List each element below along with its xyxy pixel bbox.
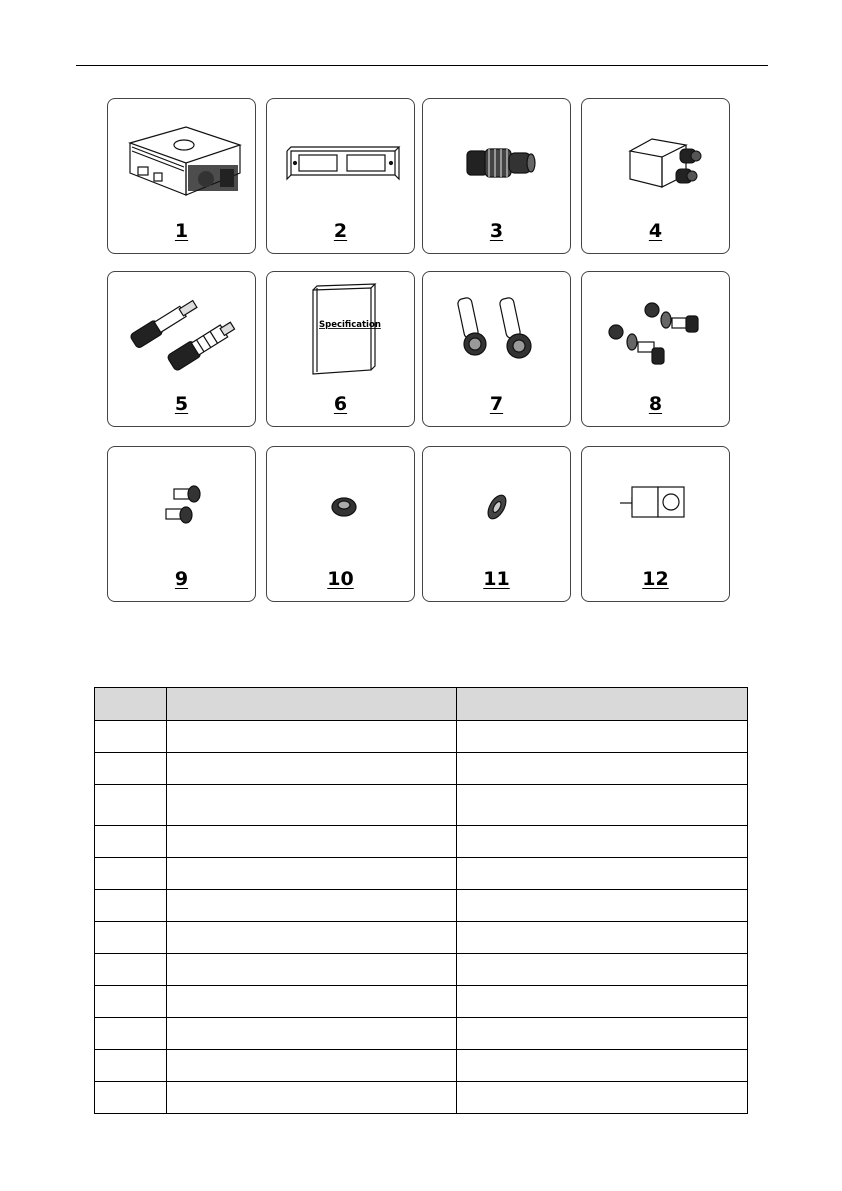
table-cell xyxy=(95,986,167,1018)
table-cell xyxy=(457,1018,748,1050)
table-cell xyxy=(167,954,457,986)
component-number: 4 xyxy=(648,220,663,242)
component-number: 8 xyxy=(648,393,663,415)
table-cell xyxy=(167,1050,457,1082)
table-cell xyxy=(457,826,748,858)
table-row xyxy=(95,922,748,954)
screws-icon xyxy=(108,447,257,567)
component-number: 1 xyxy=(174,220,189,242)
table-cell xyxy=(95,954,167,986)
table-cell xyxy=(167,785,457,826)
component-tile-3 xyxy=(422,98,571,254)
table-cell xyxy=(167,858,457,890)
manual-book-icon xyxy=(267,272,416,392)
table-cell xyxy=(457,753,748,785)
table-cell xyxy=(457,922,748,954)
table-cell xyxy=(95,890,167,922)
table-cell xyxy=(167,986,457,1018)
parts-list-table xyxy=(94,687,748,1114)
table-cell xyxy=(95,922,167,954)
component-tile-9 xyxy=(107,446,256,602)
table-header-row xyxy=(95,688,748,721)
table-row xyxy=(95,785,748,826)
component-number: 7 xyxy=(489,393,504,415)
table-cell xyxy=(457,954,748,986)
table-cell xyxy=(457,721,748,753)
table-cell xyxy=(167,721,457,753)
table-cell xyxy=(95,753,167,785)
table-row xyxy=(95,753,748,785)
table-cell xyxy=(167,753,457,785)
table-cell xyxy=(95,1050,167,1082)
table-cell xyxy=(457,1082,748,1114)
component-number: 12 xyxy=(642,568,669,590)
inverter-unit-icon xyxy=(108,99,257,219)
table-row xyxy=(95,721,748,753)
table-row xyxy=(95,1050,748,1082)
component-number: 10 xyxy=(327,568,354,590)
table-row xyxy=(95,1018,748,1050)
header-cell xyxy=(457,688,748,721)
table-cell xyxy=(95,721,167,753)
component-number: 6 xyxy=(333,393,348,415)
meter-ct-icon xyxy=(582,447,731,567)
table-cell xyxy=(457,1050,748,1082)
table-cell xyxy=(457,890,748,922)
nut-icon xyxy=(267,447,416,567)
table-cell xyxy=(95,1082,167,1114)
wifi-box-icon xyxy=(582,99,731,219)
pv-connectors-icon xyxy=(108,272,257,392)
table-cell xyxy=(457,986,748,1018)
header-rule xyxy=(76,65,768,66)
component-tile-12 xyxy=(581,446,730,602)
table-cell xyxy=(167,922,457,954)
header-cell xyxy=(95,688,167,721)
ac-connector-icon xyxy=(423,99,572,219)
component-tile-10 xyxy=(266,446,415,602)
component-grid xyxy=(107,98,731,603)
table-cell xyxy=(167,1018,457,1050)
component-number: 2 xyxy=(333,220,348,242)
table-cell xyxy=(167,1082,457,1114)
component-tile-4 xyxy=(581,98,730,254)
table-cell xyxy=(457,858,748,890)
table-cell xyxy=(457,785,748,826)
component-tile-11 xyxy=(422,446,571,602)
component-tile-7 xyxy=(422,271,571,427)
mounting-bracket-icon xyxy=(267,99,416,219)
component-tile-8 xyxy=(581,271,730,427)
table-row xyxy=(95,986,748,1018)
table-cell xyxy=(95,858,167,890)
table-row xyxy=(95,954,748,986)
table-row xyxy=(95,858,748,890)
component-tile-6 xyxy=(266,271,415,427)
table-cell xyxy=(95,785,167,826)
component-tile-1 xyxy=(107,98,256,254)
table-row xyxy=(95,1082,748,1114)
component-number: 3 xyxy=(489,220,504,242)
book-title: Specification xyxy=(319,320,381,330)
washer-icon xyxy=(423,447,572,567)
table-cell xyxy=(167,826,457,858)
component-number: 9 xyxy=(174,568,189,590)
component-number: 5 xyxy=(174,393,189,415)
table-cell xyxy=(95,1018,167,1050)
table-cell xyxy=(167,890,457,922)
table-row xyxy=(95,890,748,922)
component-tile-2 xyxy=(266,98,415,254)
component-tile-5 xyxy=(107,271,256,427)
table-row xyxy=(95,826,748,858)
component-number: 11 xyxy=(483,568,510,590)
bolt-nut-washer-set-icon xyxy=(582,272,731,392)
table-cell xyxy=(95,826,167,858)
header-cell xyxy=(167,688,457,721)
expansion-bolts-icon xyxy=(423,272,572,392)
